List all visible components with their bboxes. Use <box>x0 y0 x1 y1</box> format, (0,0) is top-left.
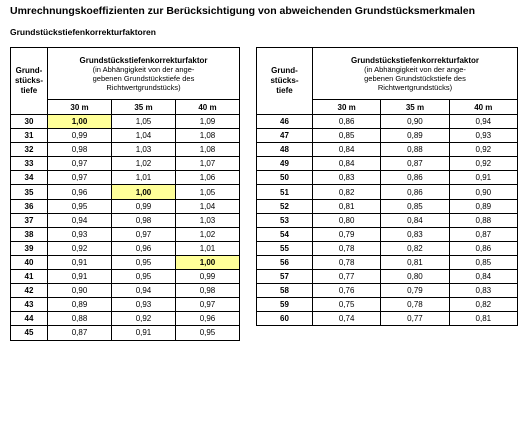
factor-cell-35m: 1,00 <box>111 185 175 199</box>
factor-cell-40m: 0,85 <box>449 255 517 269</box>
factor-cell-35m: 1,02 <box>111 157 175 171</box>
table-row <box>11 115 240 129</box>
factor-cell-30m: 0,99 <box>48 129 112 143</box>
left-factor-table <box>10 47 240 341</box>
factor-cell-35m: 0,79 <box>381 284 449 298</box>
factor-header-title: Grundstückstiefenkorrekturfaktor <box>79 55 208 65</box>
depth-cell: 33 <box>11 157 48 171</box>
col-header-35m: 35 m <box>381 100 449 115</box>
factor-cell-35m: 0,97 <box>111 227 175 241</box>
factor-cell-40m: 1,08 <box>175 129 239 143</box>
factor-header <box>48 48 240 100</box>
table-row <box>11 227 240 241</box>
factor-cell-30m: 0,94 <box>48 213 112 227</box>
factor-cell-30m: 1,00 <box>48 115 112 129</box>
depth-cell: 53 <box>257 213 313 227</box>
factor-header-line3: gebenen Grundstückstiefe des <box>92 73 195 83</box>
table-row <box>11 270 240 284</box>
depth-cell: 44 <box>11 312 48 326</box>
depth-cell: 58 <box>257 284 313 298</box>
factor-cell-30m: 0,93 <box>48 227 112 241</box>
right-factor-table <box>256 47 518 326</box>
factor-cell-35m: 0,86 <box>381 171 449 185</box>
table-row <box>11 326 240 340</box>
factor-cell-35m: 1,05 <box>111 115 175 129</box>
factor-cell-30m: 0,74 <box>313 312 381 326</box>
section-subtitle: Grundstückstiefenkorrekturfaktoren <box>10 27 156 37</box>
factor-cell-35m: 0,93 <box>111 298 175 312</box>
factor-cell-35m: 0,92 <box>111 312 175 326</box>
col-header-35m: 35 m <box>111 100 175 115</box>
factor-cell-30m: 0,77 <box>313 270 381 284</box>
factor-cell-40m: 0,82 <box>449 298 517 312</box>
factor-cell-30m: 0,92 <box>48 241 112 255</box>
factor-cell-40m: 0,94 <box>449 115 517 129</box>
factor-cell-40m: 1,06 <box>175 171 239 185</box>
factor-cell-30m: 0,88 <box>48 312 112 326</box>
depth-header-line3: tiefe <box>20 86 38 95</box>
factor-cell-40m: 1,04 <box>175 199 239 213</box>
factor-cell-30m: 0,84 <box>313 157 381 171</box>
factor-cell-35m: 0,95 <box>111 255 175 269</box>
table-row <box>257 284 518 298</box>
table-row <box>257 143 518 157</box>
depth-cell: 45 <box>11 326 48 340</box>
factor-cell-40m: 0,88 <box>449 213 517 227</box>
factor-cell-30m: 0,83 <box>313 171 381 185</box>
factor-cell-35m: 0,81 <box>381 255 449 269</box>
factor-cell-40m: 1,05 <box>175 185 239 199</box>
factor-cell-40m: 0,91 <box>449 171 517 185</box>
factor-cell-40m: 0,99 <box>175 270 239 284</box>
table-row <box>11 185 240 199</box>
factor-cell-40m: 1,07 <box>175 157 239 171</box>
factor-cell-35m: 0,82 <box>381 241 449 255</box>
depth-cell: 46 <box>257 115 313 129</box>
factor-cell-40m: 0,92 <box>449 143 517 157</box>
factor-cell-40m: 0,95 <box>175 326 239 340</box>
factor-cell-30m: 0,95 <box>48 199 112 213</box>
table-row <box>257 115 518 129</box>
depth-header-line1: Grund- <box>271 66 298 75</box>
factor-cell-30m: 0,76 <box>313 284 381 298</box>
table-row <box>11 312 240 326</box>
factor-cell-30m: 0,98 <box>48 143 112 157</box>
factor-header-title: Grundstückstiefenkorrekturfaktor <box>350 55 480 65</box>
depth-cell: 59 <box>257 298 313 312</box>
factor-header <box>313 48 518 100</box>
depth-cell: 42 <box>11 284 48 298</box>
depth-cell: 35 <box>11 185 48 199</box>
depth-cell: 40 <box>11 255 48 269</box>
depth-cell: 55 <box>257 241 313 255</box>
factor-cell-35m: 0,86 <box>381 185 449 199</box>
factor-cell-30m: 0,96 <box>48 185 112 199</box>
table-row <box>11 241 240 255</box>
factor-cell-40m: 1,00 <box>175 255 239 269</box>
factor-cell-30m: 0,90 <box>48 284 112 298</box>
factor-cell-30m: 0,81 <box>313 199 381 213</box>
depth-cell: 52 <box>257 199 313 213</box>
factor-cell-40m: 0,86 <box>449 241 517 255</box>
factor-cell-30m: 0,87 <box>48 326 112 340</box>
factor-cell-35m: 0,80 <box>381 270 449 284</box>
depth-cell: 30 <box>11 115 48 129</box>
depth-cell: 49 <box>257 157 313 171</box>
depth-cell: 32 <box>11 143 48 157</box>
col-header-40m: 40 m <box>175 100 239 115</box>
col-header-30m: 30 m <box>313 100 381 115</box>
factor-cell-30m: 0,91 <box>48 255 112 269</box>
factor-cell-35m: 0,94 <box>111 284 175 298</box>
factor-cell-35m: 0,84 <box>381 213 449 227</box>
factor-cell-30m: 0,91 <box>48 270 112 284</box>
depth-header-line3: tiefe <box>276 86 293 95</box>
factor-cell-35m: 0,90 <box>381 115 449 129</box>
factor-cell-30m: 0,84 <box>313 143 381 157</box>
factor-cell-40m: 0,83 <box>449 284 517 298</box>
table-row <box>257 298 518 312</box>
depth-cell: 51 <box>257 185 313 199</box>
table-row <box>11 143 240 157</box>
depth-header <box>257 48 313 115</box>
depth-cell: 43 <box>11 298 48 312</box>
factor-cell-35m: 1,04 <box>111 129 175 143</box>
table-row <box>257 227 518 241</box>
depth-cell: 31 <box>11 129 48 143</box>
page-title: Umrechnungskoeffizienten zur Berücksichtigung von abweichenden Grundstücksmerkmalen <box>10 5 476 17</box>
factor-cell-40m: 0,96 <box>175 312 239 326</box>
factor-cell-30m: 0,86 <box>313 115 381 129</box>
factor-cell-35m: 1,01 <box>111 171 175 185</box>
factor-cell-30m: 0,80 <box>313 213 381 227</box>
factor-cell-35m: 1,03 <box>111 143 175 157</box>
factor-cell-30m: 0,85 <box>313 129 381 143</box>
table-row <box>11 255 240 269</box>
factor-cell-35m: 0,78 <box>381 298 449 312</box>
depth-cell: 34 <box>11 171 48 185</box>
table-row <box>11 298 240 312</box>
factor-cell-35m: 0,83 <box>381 227 449 241</box>
factor-header-line3: gebenen Grundstückstiefe des <box>364 73 466 83</box>
factor-cell-35m: 0,91 <box>111 326 175 340</box>
factor-cell-40m: 0,92 <box>449 157 517 171</box>
col-header-30m: 30 m <box>48 100 112 115</box>
factor-cell-40m: 0,87 <box>449 227 517 241</box>
factor-cell-35m: 0,98 <box>111 213 175 227</box>
factor-cell-35m: 0,85 <box>381 199 449 213</box>
factor-header-line2: (in Abhängigkeit von der ange- <box>364 64 466 74</box>
depth-header <box>11 48 48 115</box>
depth-cell: 50 <box>257 171 313 185</box>
table-row <box>257 157 518 171</box>
table-row <box>11 129 240 143</box>
depth-cell: 36 <box>11 199 48 213</box>
table-row <box>257 255 518 269</box>
table-row <box>257 270 518 284</box>
table-row <box>257 241 518 255</box>
factor-header-line2: (in Abhängigkeit von der ange- <box>92 64 195 74</box>
factor-cell-40m: 0,97 <box>175 298 239 312</box>
depth-cell: 39 <box>11 241 48 255</box>
col-header-40m: 40 m <box>449 100 517 115</box>
depth-cell: 47 <box>257 129 313 143</box>
factor-cell-30m: 0,89 <box>48 298 112 312</box>
table-row <box>257 185 518 199</box>
factor-cell-30m: 0,75 <box>313 298 381 312</box>
factor-cell-30m: 0,78 <box>313 255 381 269</box>
factor-cell-35m: 0,77 <box>381 312 449 326</box>
factor-cell-30m: 0,79 <box>313 227 381 241</box>
factor-header-line4: Richtwertgrundstücks) <box>106 82 181 92</box>
factor-cell-35m: 0,96 <box>111 241 175 255</box>
factor-cell-40m: 0,93 <box>449 129 517 143</box>
factor-cell-35m: 0,99 <box>111 199 175 213</box>
depth-cell: 48 <box>257 143 313 157</box>
table-row <box>11 199 240 213</box>
factor-cell-30m: 0,97 <box>48 171 112 185</box>
depth-header-line2: stücks- <box>14 76 43 85</box>
factor-cell-40m: 0,90 <box>449 185 517 199</box>
factor-header-line4: Richtwertgrundstücks) <box>377 82 453 92</box>
factor-cell-30m: 0,82 <box>313 185 381 199</box>
factor-cell-35m: 0,89 <box>381 129 449 143</box>
factor-cell-35m: 0,87 <box>381 157 449 171</box>
depth-cell: 41 <box>11 270 48 284</box>
factor-cell-35m: 0,95 <box>111 270 175 284</box>
table-row <box>257 171 518 185</box>
factor-cell-40m: 0,81 <box>449 312 517 326</box>
table-row <box>257 199 518 213</box>
depth-header-line2: stücks- <box>270 76 299 85</box>
factor-cell-30m: 0,78 <box>313 241 381 255</box>
table-row <box>257 129 518 143</box>
table-row <box>11 157 240 171</box>
factor-cell-40m: 1,01 <box>175 241 239 255</box>
depth-cell: 60 <box>257 312 313 326</box>
factor-cell-40m: 1,02 <box>175 227 239 241</box>
table-row <box>11 213 240 227</box>
factor-cell-40m: 0,84 <box>449 270 517 284</box>
factor-cell-40m: 1,03 <box>175 213 239 227</box>
factor-cell-40m: 1,08 <box>175 143 239 157</box>
depth-cell: 38 <box>11 227 48 241</box>
factor-cell-35m: 0,88 <box>381 143 449 157</box>
depth-cell: 57 <box>257 270 313 284</box>
depth-cell: 37 <box>11 213 48 227</box>
depth-cell: 54 <box>257 227 313 241</box>
factor-cell-40m: 1,09 <box>175 115 239 129</box>
table-row <box>257 213 518 227</box>
table-row <box>257 312 518 326</box>
table-row <box>11 284 240 298</box>
factor-cell-30m: 0,97 <box>48 157 112 171</box>
factor-cell-40m: 0,98 <box>175 284 239 298</box>
depth-cell: 56 <box>257 255 313 269</box>
table-row <box>11 171 240 185</box>
factor-cell-40m: 0,89 <box>449 199 517 213</box>
depth-header-line1: Grund- <box>15 66 43 75</box>
